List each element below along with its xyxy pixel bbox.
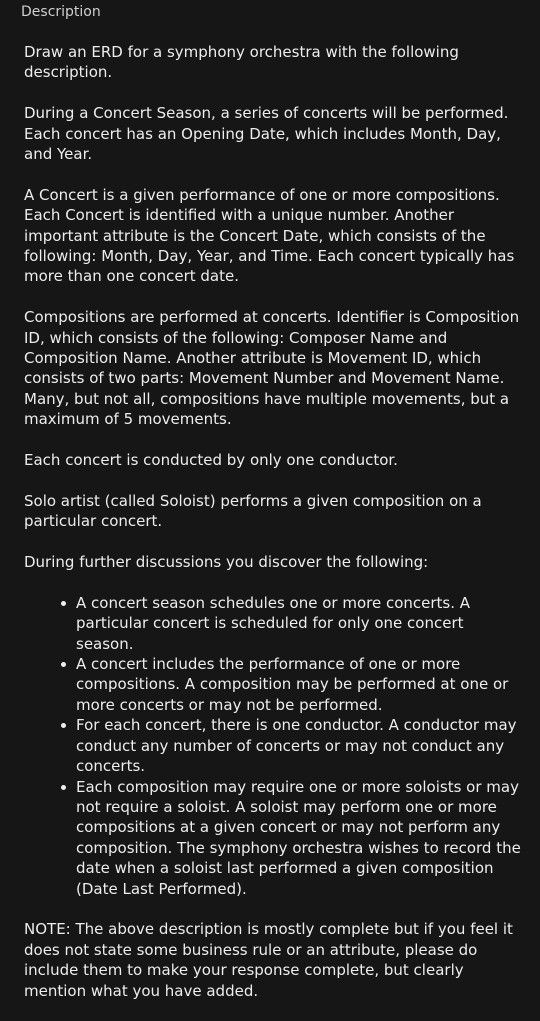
concert-season-paragraph: During a Concert Season, a series of concerts will be performed. Each concert has an Opening Date, which includes Month, Day, and Year. bbox=[24, 104, 509, 164]
compositions-paragraph: Compositions are performed at concerts. Identifier is Composition ID, which consists of the following: Composer Name and Composition Name. Another attribute is Movement ID, which consists of two parts: Movement Number and Movement Name. Many, but not all, compositions have multiple movements, but a maximum of 5 movements. bbox=[24, 308, 520, 429]
further-discussions-paragraph: During further discussions you discover the following: bbox=[24, 553, 429, 572]
concert-paragraph: A Concert is a given performance of one or more compositions. Each Concert is identified with a unique number. Another important attribute is the Concert Date, which consists of the following: Month, Day, Year, and Time. Each concert typically has more than one concert date. bbox=[24, 185, 515, 286]
description-label: Description bbox=[21, 4, 101, 20]
description-body bbox=[24, 42, 524, 1021]
business-rules-list bbox=[24, 593, 524, 899]
conductor-paragraph: Each concert is conducted by only one conductor. bbox=[24, 451, 398, 470]
list-item: Each composition may require one or more soloists or may not require a soloist. A soloist may perform one or more compositions at a given concert or may not perform any composition. The symphony orchestra wishes to record the date when a soloist last performed a given composition (Date Last Performed). bbox=[76, 777, 524, 899]
soloist-paragraph: Solo artist (called Soloist) performs a given composition on a particular concert. bbox=[24, 491, 482, 531]
note-paragraph: NOTE: The above description is mostly complete but if you feel it does not state some business rule or an attribute, please do include them to make your response complete, but clearly mention what you have added. bbox=[24, 920, 513, 1000]
list-item: For each concert, there is one conductor. A conductor may conduct any number of concerts or may not conduct any concerts. bbox=[76, 715, 524, 776]
list-item: A concert season schedules one or more concerts. A particular concert is scheduled for only one concert season. bbox=[76, 593, 524, 654]
intro-paragraph: Draw an ERD for a symphony orchestra with the following description. bbox=[24, 43, 459, 82]
list-item: A concert includes the performance of one or more compositions. A composition may be performed at one or more concerts or may not be performed. bbox=[76, 654, 524, 715]
